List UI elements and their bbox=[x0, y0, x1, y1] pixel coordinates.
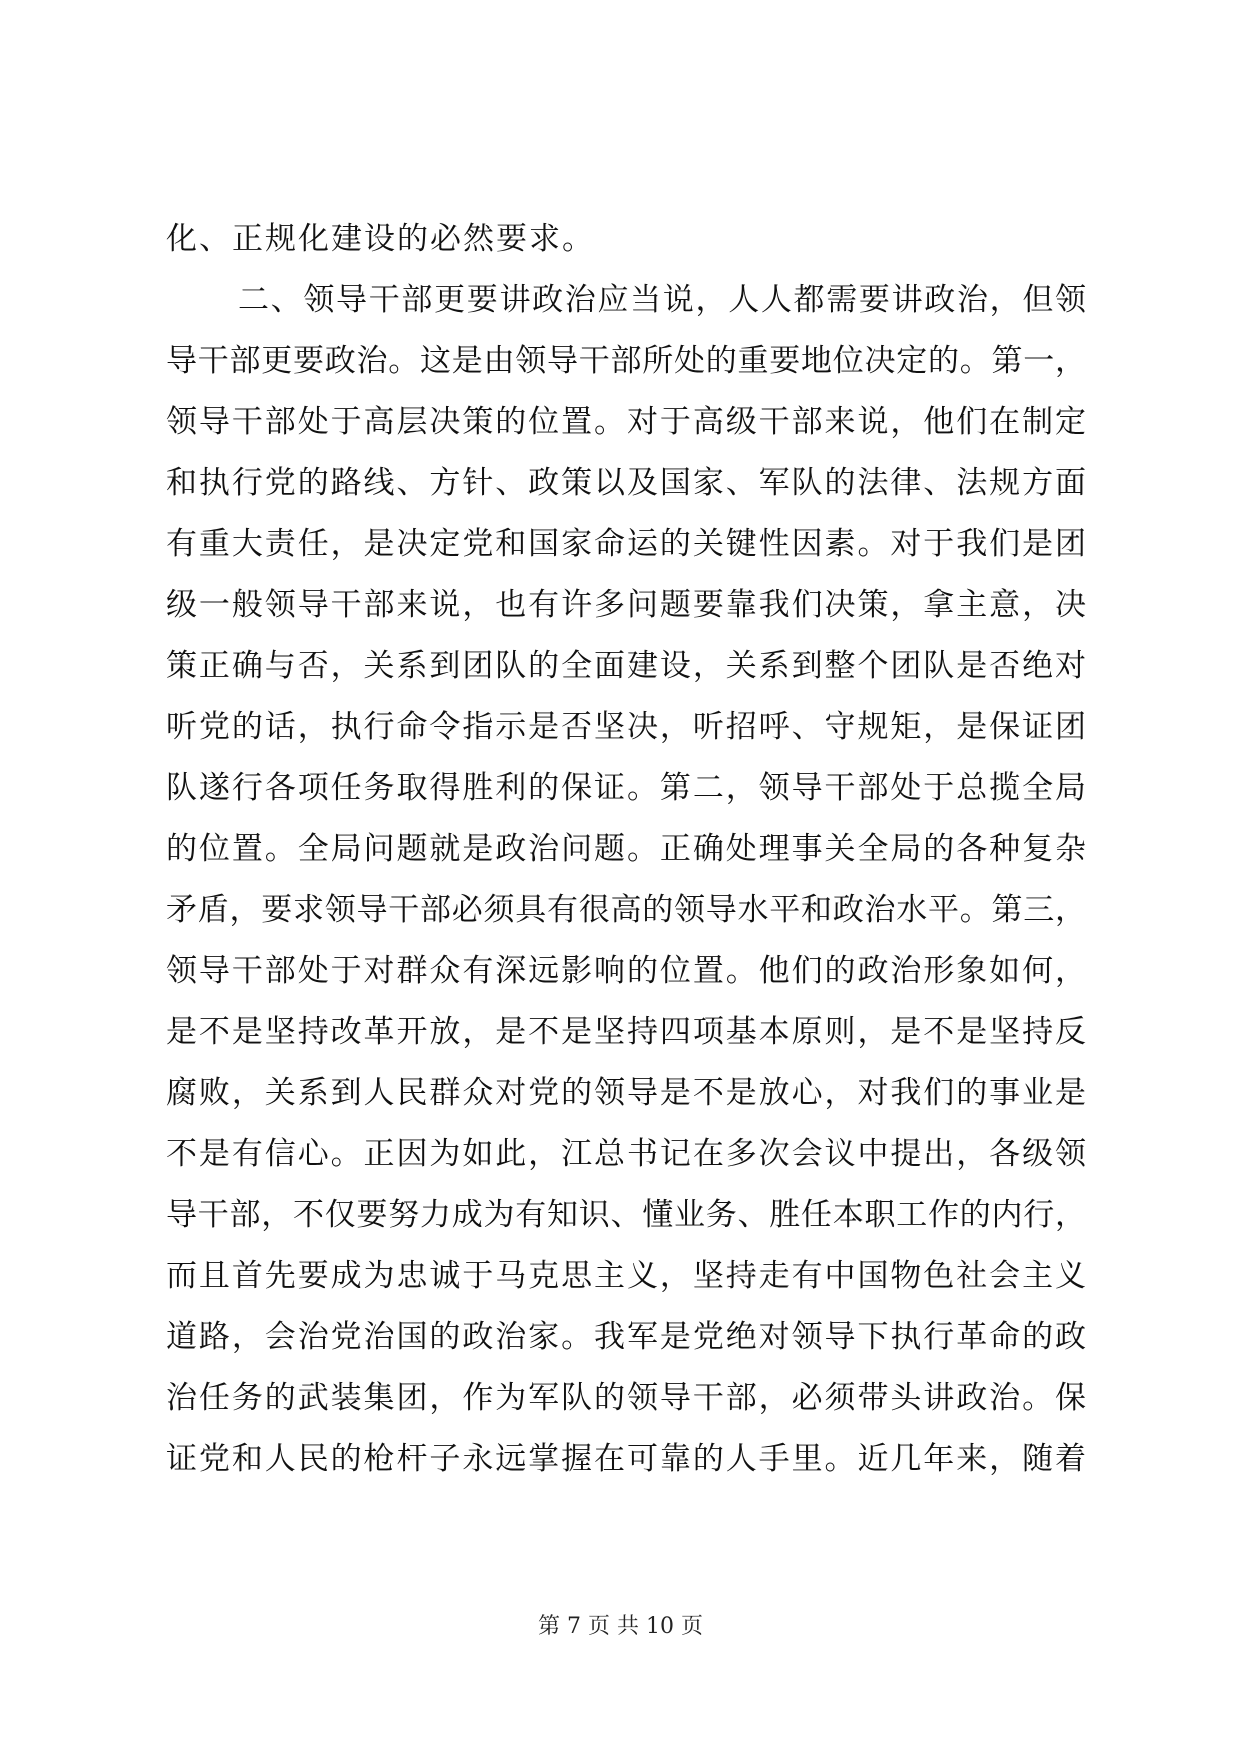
page-number-footer: 第 7 页 共 10 页 bbox=[538, 1614, 703, 1639]
text-line: 化、正规化建设的必然要求。 bbox=[166, 221, 595, 257]
body-text bbox=[166, 209, 1086, 1490]
text-line: 矛盾，要求领导干部必须具有很高的领导水平和政治水平。第三， bbox=[166, 892, 1086, 928]
text-line: 级一般领导干部来说，也有许多问题要靠我们决策，拿主意，决 bbox=[166, 587, 1086, 623]
paragraph-heading-line: 二、领导干部更要讲政治应当说，人人都需要讲政治，但领 bbox=[238, 282, 1086, 318]
text-line: 不是有信心。正因为如此，江总书记在多次会议中提出，各级领 bbox=[166, 1136, 1086, 1172]
text-line: 是不是坚持改革开放，是不是坚持四项基本原则，是不是坚持反 bbox=[166, 1014, 1086, 1050]
text-line: 导干部，不仅要努力成为有知识、懂业务、胜任本职工作的内行， bbox=[166, 1197, 1086, 1233]
text-line: 有重大责任，是决定党和国家命运的关键性因素。对于我们是团 bbox=[166, 526, 1086, 562]
text-line: 导干部更要政治。这是由领导干部所处的重要地位决定的。第一， bbox=[166, 343, 1086, 379]
text-line: 证党和人民的枪杆子永远掌握在可靠的人手里。近几年来，随着 bbox=[166, 1441, 1086, 1477]
text-line: 治任务的武装集团，作为军队的领导干部，必须带头讲政治。保 bbox=[166, 1380, 1086, 1416]
text-line: 腐败，关系到人民群众对党的领导是不是放心，对我们的事业是 bbox=[166, 1075, 1086, 1111]
text-line: 策正确与否，关系到团队的全面建设，关系到整个团队是否绝对 bbox=[166, 648, 1086, 684]
text-line: 领导干部处于高层决策的位置。对于高级干部来说，他们在制定 bbox=[166, 404, 1086, 440]
text-line: 和执行党的路线、方针、政策以及国家、军队的法律、法规方面 bbox=[166, 465, 1086, 501]
text-line: 领导干部处于对群众有深远影响的位置。他们的政治形象如何， bbox=[166, 953, 1086, 989]
text-line: 的位置。全局问题就是政治问题。正确处理事关全局的各种复杂 bbox=[166, 831, 1086, 867]
text-line: 队遂行各项任务取得胜利的保证。第二，领导干部处于总揽全局 bbox=[166, 770, 1086, 806]
text-line: 而且首先要成为忠诚于马克思主义，坚持走有中国物色社会主义 bbox=[166, 1258, 1086, 1294]
text-line: 听党的话，执行命令指示是否坚决，听招呼、守规矩，是保证团 bbox=[166, 709, 1086, 745]
text-line: 道路，会治党治国的政治家。我军是党绝对领导下执行革命的政 bbox=[166, 1319, 1086, 1355]
